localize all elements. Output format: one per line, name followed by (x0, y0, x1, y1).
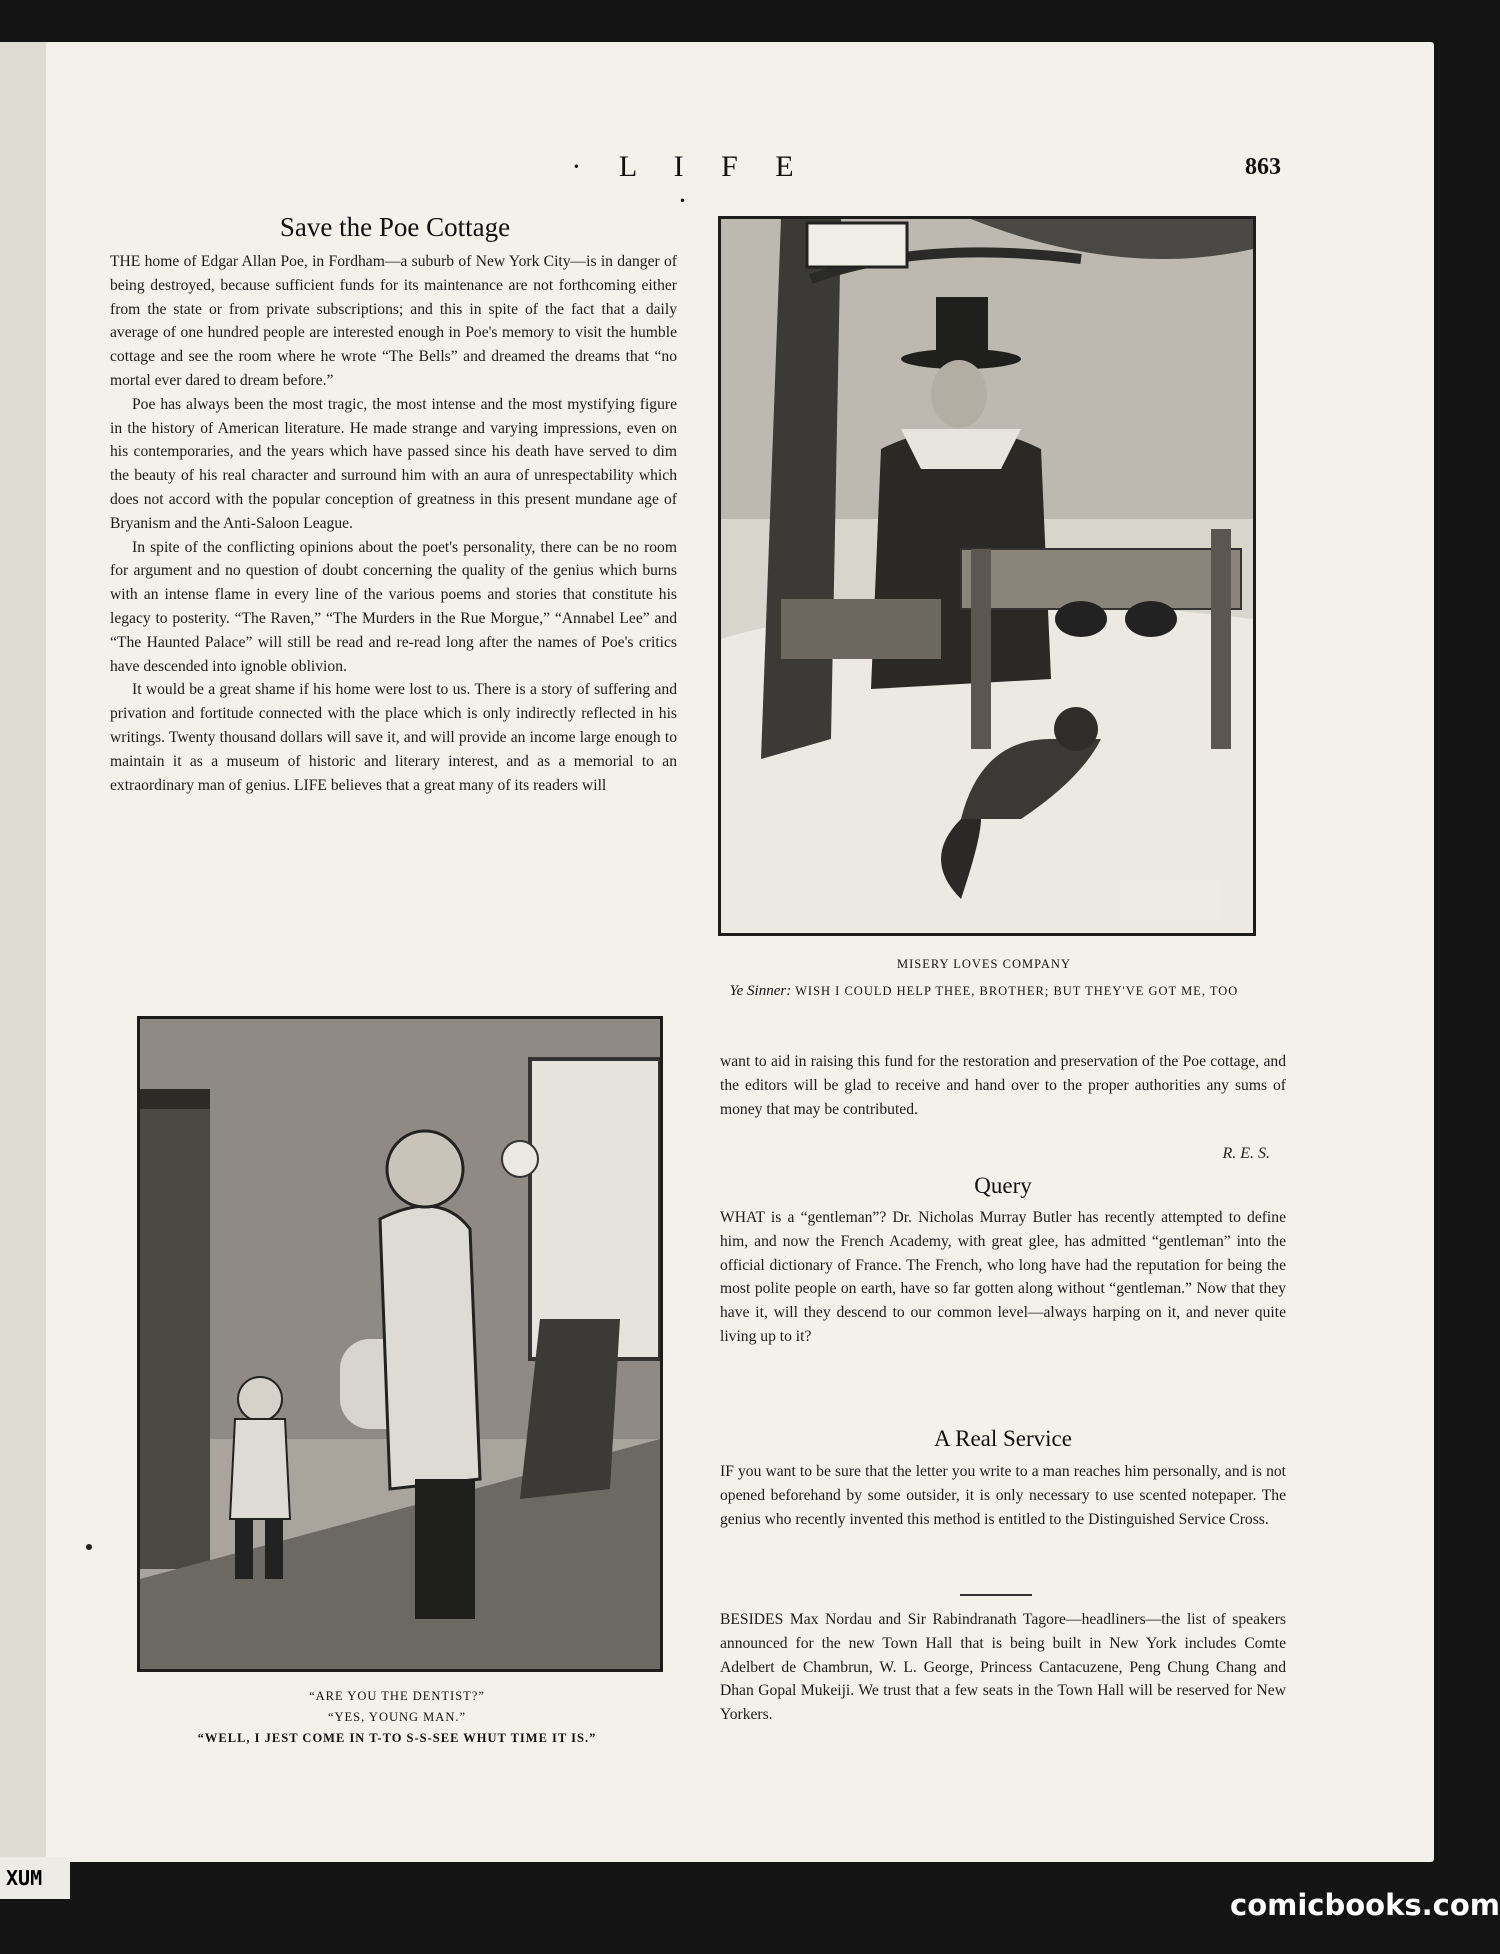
cartoon1-speaker: Ye Sinner: (729, 983, 792, 999)
poe-paragraph-1: THE home of Edgar Allan Poe, in Fordham—a suburb of New York City—is in danger of being destroyed, because sufficient funds for its maintenance are not forthcoming either from the state or from private subscriptions; and this in spite of the fact that a daily average of one hundred people are interested enough in Poe's memory to visit the humble cottage and see the room where he wrote “The Bells” and dreamed the dreams that “no mortal ever dared to dream before.” (110, 253, 677, 389)
page-number: 863 (1245, 154, 1281, 180)
real-service-body: IF you want to be sure that the letter you write to a man reaches him personally, and is not opened beforehand by some outsider, it is only necessary to use scented notepaper. The genius who recently invented this method is entitled to the Distinguished Service Cross. (720, 1463, 1286, 1528)
cartoon2-caption (137, 1686, 657, 1749)
real-service-title: A Real Service (934, 1426, 1072, 1451)
margin-label: XUM (0, 1857, 70, 1899)
cartoon2-caption-line-2: “YES, YOUNG MAN.” (327, 1710, 467, 1724)
masthead: · L I F E · (571, 150, 809, 217)
section-divider (960, 1594, 1032, 1596)
article-body-poe (110, 250, 677, 797)
cartoon1-caption-title: MISERY LOVES COMPANY (897, 957, 1071, 971)
town-hall-body: BESIDES Max Nordau and Sir Rabindranath Tagore—headliners—the list of speakers announced for the new Town Hall that is being built in New York includes Comte Adelbert de Chambrun, W. L. George, Princess Cantacuzene, Peng Chung Chang and Dhan Gopal Mukeiji. We trust that a few seats in the Town Hall will be reserved for New Yorkers. (720, 1611, 1286, 1724)
poe-paragraph-2: Poe has always been the most tragic, the most intense and the most mystifying figure in the history of American literature. He made strange and varying impressions, even on his contemporaries, and the years which have passed since his death have served to dim the beauty of his real character and surround him with an aura of unrespectability which does not accord with the popular conception of greatness in this present mundane age of Bryanism and the Anti-Saloon League. (110, 395, 677, 532)
cartoon1-dialogue: WISH I COULD HELP THEE, BROTHER; BUT THEY'VE GOT ME, TOO (795, 984, 1239, 998)
dentist-illustration (137, 1016, 663, 1672)
query-body: WHAT is a “gentleman”? Dr. Nicholas Murray Butler has recently attempted to define him, and now the French Academy, with great glee, has admitted “gentleman” into the official dictionary of France. The French, who long have had the reputation for being the most polite people on earth, have so far gotten along without “gentleman.” Now that they have it, will they descend to our common level—always harping on it, and never quite living up to it? (720, 1209, 1286, 1345)
query-title: Query (974, 1173, 1032, 1198)
cartoon1-caption-line (718, 981, 1250, 1001)
poe-paragraph-3: In spite of the conflicting opinions about the poet's personality, there can be no room for argument and no question of doubt concerning the quality of the genius which burns with an intense flame in every line of the various poems and stories that constitute his legacy to posterity. “The Raven,” “The Murders in the Rue Morgue,” “Annabel Lee” and “The Haunted Palace” will still be read and re-read long after the names of Poe's critics have descended into ignoble oblivion. (110, 538, 677, 675)
pilgrim-stocks-illustration (718, 216, 1256, 936)
watermark-text: comicbooks.com (1230, 1888, 1500, 1922)
cartoon2-caption-line-1: “ARE YOU THE DENTIST?” (309, 1689, 485, 1703)
article-signature: R. E. S. (1222, 1145, 1270, 1162)
margin-mark (86, 1544, 92, 1550)
article-title-poe: Save the Poe Cottage (279, 212, 511, 242)
poe-paragraph-4: It would be a great shame if his home were lost to us. There is a story of suffering and privation and fortitude connected with the place which is only indirectly reflected in his writings. Twenty thousand dollars will save it, and will provide an income large enough to maintain it as a museum of historic and literary interest, and as a memorial to an extraordinary man of genius. LIFE believes that a great many of its readers will (110, 681, 677, 794)
poe-continuation: want to aid in raising this fund for the restoration and preservation of the Poe cottage, and the editors will be glad to receive and hand over to the proper authorities any sums of money that may be contributed. (720, 1053, 1286, 1118)
cartoon2-caption-line-3: “WELL, I JEST COME IN T-TO S-S-SEE WHUT TIME IT IS.” (197, 1731, 597, 1745)
